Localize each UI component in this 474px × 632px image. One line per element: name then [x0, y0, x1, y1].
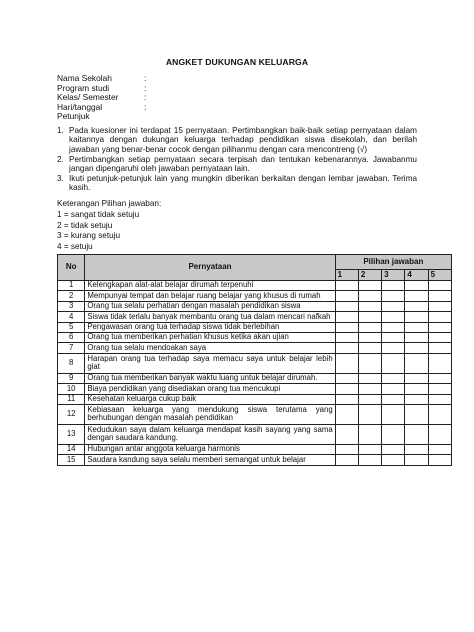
answer-cell-1[interactable]: [335, 394, 358, 404]
answer-cell-1[interactable]: [335, 384, 358, 394]
instruction-item: [57, 155, 417, 174]
answer-cell-4[interactable]: [405, 424, 428, 444]
scale-header-3: 3: [382, 270, 405, 281]
answer-cell-4[interactable]: [405, 373, 428, 383]
answer-cell-4[interactable]: [405, 384, 428, 394]
scale-header-2: 2: [358, 270, 381, 281]
answer-cell-2[interactable]: [358, 394, 381, 404]
table-row: [58, 322, 452, 332]
field-colon: :: [144, 101, 147, 112]
row-number: 12: [58, 404, 85, 424]
row-number: 5: [58, 322, 85, 332]
row-number: 8: [58, 353, 85, 373]
instruction-text: Pada kuesioner ini terdapat 15 pernyataan. Pertimbangkan baik-baik setiap pernyataan dalam kaitannya dengan dukungan keluarga terhadap pendidikan siswa disekolah, dan berilah jawaban yang benar-benar cocok dengan pilihanmu dengan cara mencontreng (√): [69, 126, 417, 154]
answer-cell-4[interactable]: [405, 281, 428, 291]
table-row: [58, 353, 452, 373]
answer-cell-3[interactable]: [382, 404, 405, 424]
answer-cell-5[interactable]: [428, 373, 451, 383]
answer-cell-1[interactable]: [335, 291, 358, 301]
header-no: No: [58, 255, 85, 281]
answer-cell-3[interactable]: [382, 322, 405, 332]
answer-cell-5[interactable]: [428, 312, 451, 322]
scale-header-1: 1: [335, 270, 358, 281]
answer-cell-2[interactable]: [358, 281, 381, 291]
table-row: [58, 332, 452, 342]
answer-cell-4[interactable]: [405, 322, 428, 332]
instruction-number: 1.: [57, 126, 64, 135]
row-number: 13: [58, 424, 85, 444]
answer-cell-4[interactable]: [405, 291, 428, 301]
answer-cell-3[interactable]: [382, 373, 405, 383]
row-number: 9: [58, 373, 85, 383]
row-number: 4: [58, 312, 85, 322]
field-label: Nama Sekolah: [57, 73, 112, 83]
answer-cell-1[interactable]: [335, 353, 358, 373]
row-number: 7: [58, 343, 85, 353]
answer-cell-5[interactable]: [428, 455, 451, 465]
table-row: [58, 404, 452, 424]
instruction-text: Pertimbangkan setiap pernyataan secara terpisah dan tentukan kebenarannya. Jawabanmu jangan dipengaruhi oleh jawaban pernyataan lain.: [69, 154, 417, 174]
field-label: Program studi: [57, 82, 110, 93]
legend-item: 4 = setuju: [57, 242, 93, 252]
answer-cell-1[interactable]: [335, 301, 358, 311]
answer-cell-5[interactable]: [428, 353, 451, 373]
answer-cell-4[interactable]: [405, 394, 428, 404]
answer-cell-5[interactable]: [428, 444, 451, 454]
row-statement: Orang tua memberikan perhatian khusus ketika akan ujian: [85, 332, 335, 342]
row-number: 15: [58, 455, 85, 465]
row-statement: Kesehatan keluarga cukup baik: [85, 394, 335, 404]
table-row: [58, 455, 452, 465]
answer-cell-1[interactable]: [335, 312, 358, 322]
answer-cell-2[interactable]: [358, 444, 381, 454]
document-title: ANGKET DUKUNGAN KELUARGA: [165, 57, 309, 67]
answer-cell-5[interactable]: [428, 281, 451, 291]
answer-cell-3[interactable]: [382, 444, 405, 454]
answer-cell-2[interactable]: [358, 424, 381, 444]
answer-cell-3[interactable]: [382, 424, 405, 444]
answer-cell-2[interactable]: [358, 332, 381, 342]
answer-cell-5[interactable]: [428, 404, 451, 424]
answer-cell-4[interactable]: [405, 312, 428, 322]
answer-cell-4[interactable]: [405, 343, 428, 353]
row-number: 6: [58, 332, 85, 342]
legend-heading: Keterangan Pilihan jawaban:: [57, 199, 162, 208]
questionnaire-table: [57, 254, 452, 466]
table-row: [58, 281, 452, 291]
field-colon: :: [144, 92, 147, 103]
answer-cell-3[interactable]: [382, 301, 405, 311]
row-statement: Harapan orang tua terhadap saya memacu saya untuk belajar lebih giat: [85, 353, 335, 373]
answer-cell-2[interactable]: [358, 312, 381, 322]
row-number: 11: [58, 394, 85, 404]
answer-cell-3[interactable]: [382, 343, 405, 353]
row-statement: Kebiasaan keluarga yang mendukung siswa terutama yang berhubungan dengan masalah pendidikan: [85, 404, 335, 424]
field-colon: :: [144, 82, 147, 93]
row-statement: Mempunyai tempat dan belajar ruang belajar yang khusus di rumah: [85, 291, 335, 301]
header-pilihan-jawaban: Pilihan jawaban: [335, 255, 451, 270]
identity-fields: [57, 74, 152, 122]
petunjuk-heading: Petunjuk: [57, 111, 90, 122]
answer-cell-2[interactable]: [358, 322, 381, 332]
answer-cell-4[interactable]: [405, 301, 428, 311]
answer-cell-2[interactable]: [358, 301, 381, 311]
legend-item: 3 = kurang setuju: [57, 231, 121, 241]
row-statement: Biaya pendidikan yang disediakan orang tua mencukupi: [85, 384, 335, 394]
answer-cell-5[interactable]: [428, 394, 451, 404]
answer-cell-4[interactable]: [405, 353, 428, 373]
instructions-list: [57, 126, 417, 193]
answer-cell-2[interactable]: [358, 455, 381, 465]
answer-cell-5[interactable]: [428, 301, 451, 311]
answer-cell-1[interactable]: [335, 322, 358, 332]
scale-header-5: 5: [428, 270, 451, 281]
answer-cell-4[interactable]: [405, 444, 428, 454]
answer-cell-3[interactable]: [382, 312, 405, 322]
row-number: 3: [58, 301, 85, 311]
legend-item: 1 = sangat tidak setuju: [57, 209, 140, 219]
answer-cell-1[interactable]: [335, 424, 358, 444]
answer-cell-5[interactable]: [428, 384, 451, 394]
field-colon: :: [144, 73, 147, 83]
table-body: [58, 281, 452, 466]
instruction-item: [57, 126, 417, 154]
row-statement: Orang tua selalu perhatian dengan masalah pendidikan siswa: [85, 301, 335, 311]
row-statement: Kelengkapan alat-alat belajar dirumah terpenuhi: [85, 281, 335, 291]
instruction-number: 3.: [57, 174, 64, 184]
answer-cell-2[interactable]: [358, 404, 381, 424]
table-row: [58, 291, 452, 301]
table-row: [58, 301, 452, 311]
answer-cell-2[interactable]: [358, 291, 381, 301]
row-statement: Saudara kandung saya selalu memberi semangat untuk belajar: [85, 455, 335, 465]
answer-cell-1[interactable]: [335, 444, 358, 454]
field-label: Kelas/ Semester: [57, 92, 119, 103]
answer-cell-3[interactable]: [382, 332, 405, 342]
row-statement: Orang tua selalu mendoakan saya: [85, 343, 335, 353]
row-statement: Orang tua memberikan banyak waktu luang untuk belajar dirumah.: [85, 373, 335, 383]
instruction-number: 2.: [57, 154, 64, 164]
legend-item: 2 = tidak setuju: [57, 220, 113, 230]
answer-cell-1[interactable]: [335, 332, 358, 342]
answer-cell-3[interactable]: [382, 353, 405, 373]
answer-cell-3[interactable]: [382, 455, 405, 465]
table-row: [58, 444, 452, 454]
table-row: [58, 373, 452, 383]
row-number: 1: [58, 281, 85, 291]
answer-cell-3[interactable]: [382, 394, 405, 404]
answer-cell-4[interactable]: [405, 455, 428, 465]
answer-cell-3[interactable]: [382, 384, 405, 394]
row-statement: Hubungan antar anggota keluarga harmonis: [85, 444, 335, 454]
row-number: 2: [58, 291, 85, 301]
row-number: 14: [58, 444, 85, 454]
answer-cell-5[interactable]: [428, 343, 451, 353]
table-row: [58, 343, 452, 353]
instruction-text: Ikuti petunjuk-petunjuk lain yang mungkin diberikan berkaitan dengan lembar jawaban. Terima kasih.: [69, 174, 417, 193]
answer-cell-3[interactable]: [382, 281, 405, 291]
answer-cell-1[interactable]: [335, 373, 358, 383]
row-statement: Siswa tidak terlalu banyak membantu orang tua dalam mencari nafkah: [85, 312, 335, 322]
field-label: Hari/tanggal: [57, 101, 103, 112]
row-statement: Kedudukan saya dalam keluarga mendapat kasih sayang yang sama dengan saudara kandung.: [85, 424, 335, 444]
row-statement: Pengawasan orang tua terhadap siswa tidak berlebihan: [85, 322, 335, 332]
table-row: [58, 424, 452, 444]
answer-cell-2[interactable]: [358, 343, 381, 353]
answer-cell-1[interactable]: [335, 404, 358, 424]
answer-cell-3[interactable]: [382, 291, 405, 301]
row-number: 10: [58, 384, 85, 394]
answer-cell-1[interactable]: [335, 281, 358, 291]
answer-cell-5[interactable]: [428, 291, 451, 301]
answer-cell-1[interactable]: [335, 343, 358, 353]
table-row: [58, 312, 452, 322]
answer-cell-5[interactable]: [428, 424, 451, 444]
scale-header-4: 4: [405, 270, 428, 281]
table-row: [58, 394, 452, 404]
answer-cell-1[interactable]: [335, 455, 358, 465]
answer-cell-5[interactable]: [428, 332, 451, 342]
header-pernyataan: Pernyataan: [85, 255, 335, 281]
answer-cell-2[interactable]: [358, 384, 381, 394]
answer-cell-5[interactable]: [428, 322, 451, 332]
table-row: [58, 384, 452, 394]
answer-cell-4[interactable]: [405, 404, 428, 424]
answer-cell-2[interactable]: [358, 373, 381, 383]
answer-cell-2[interactable]: [358, 353, 381, 373]
instruction-item: [57, 174, 417, 193]
answer-cell-4[interactable]: [405, 332, 428, 342]
